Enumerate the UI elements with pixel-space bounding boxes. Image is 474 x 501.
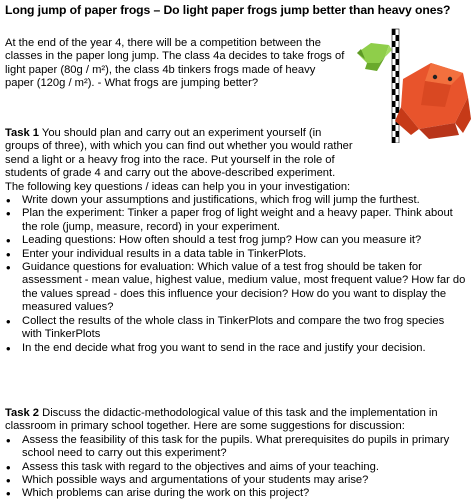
- list-item: • Assess the feasibility of this task for the pupils. What prerequisites do pupils in primary school need to carry out this experiment?: [5, 434, 467, 461]
- task-1-paragraph: [5, 127, 353, 194]
- task-1-intro: You should plan and carry out an experiment yourself (in groups of three), with which you can find out whether you would rather send a light or a heavy frog into the race. Put yourself in the role of students of grade 4 and carry out the above-described experiment. The following key questions / ideas can help you in your investigation:: [5, 127, 353, 193]
- task-1-list: [5, 194, 467, 355]
- task-1-label: Task 1: [5, 127, 39, 139]
- list-item: • Write down your assumptions and justifications, which frog will jump the furthest.: [5, 194, 467, 207]
- list-item: • Which possible ways and argumentations of your students may arise?: [5, 474, 467, 487]
- list-item: • Assess this task with regard to the objectives and aims of your teaching.: [5, 461, 467, 474]
- list-item: • Collect the results of the whole class in TinkerPlots and compare the two frog species with TinkerPlots: [5, 315, 467, 342]
- list-item: • Which problems can arise during the work on this project?: [5, 487, 467, 500]
- intro-paragraph: At the end of the year 4, there will be a competition between the classes in the paper long jump. The class 4a decides to take frogs of light paper (80g / m²), the class 4b tinkers frogs made of heavy paper (120g / m²). - What frogs are jumping better?: [5, 37, 345, 90]
- list-item: • Enter your individual results in a data table in TinkerPlots.: [5, 248, 467, 261]
- list-item: • In the end decide what frog you want to send in the race and justify your decision.: [5, 342, 467, 355]
- list-item: • Guidance questions for evaluation: Which value of a test frog should be taken for assessment - mean value, highest value, medium value, most frequent value? How far do the values spread - does this influence your decision? How do you want to display the measured values?: [5, 261, 467, 315]
- worksheet-title: Long jump of paper frogs – Do light paper frogs jump better than heavy ones?: [5, 3, 451, 17]
- task-2-section: [5, 407, 467, 501]
- list-item: • Plan the experiment: Tinker a paper frog of light weight and a heavy paper. Think about the role (jump, measure, record) in your experiment.: [5, 207, 467, 234]
- ruler: [392, 29, 399, 143]
- task-1-section: [5, 127, 467, 355]
- paper-frogs-photo: [355, 23, 471, 143]
- task-2-intro: Discuss the didactic-methodological value of this task and the implementation in classroom in primary school together. Here are some suggestions for discussion:: [5, 407, 438, 433]
- task-2-label: Task 2: [5, 407, 39, 419]
- list-item: • Leading questions: How often should a test frog jump? How can you measure it?: [5, 234, 467, 247]
- task-2-list: [5, 434, 467, 501]
- task-2-paragraph: [5, 407, 467, 434]
